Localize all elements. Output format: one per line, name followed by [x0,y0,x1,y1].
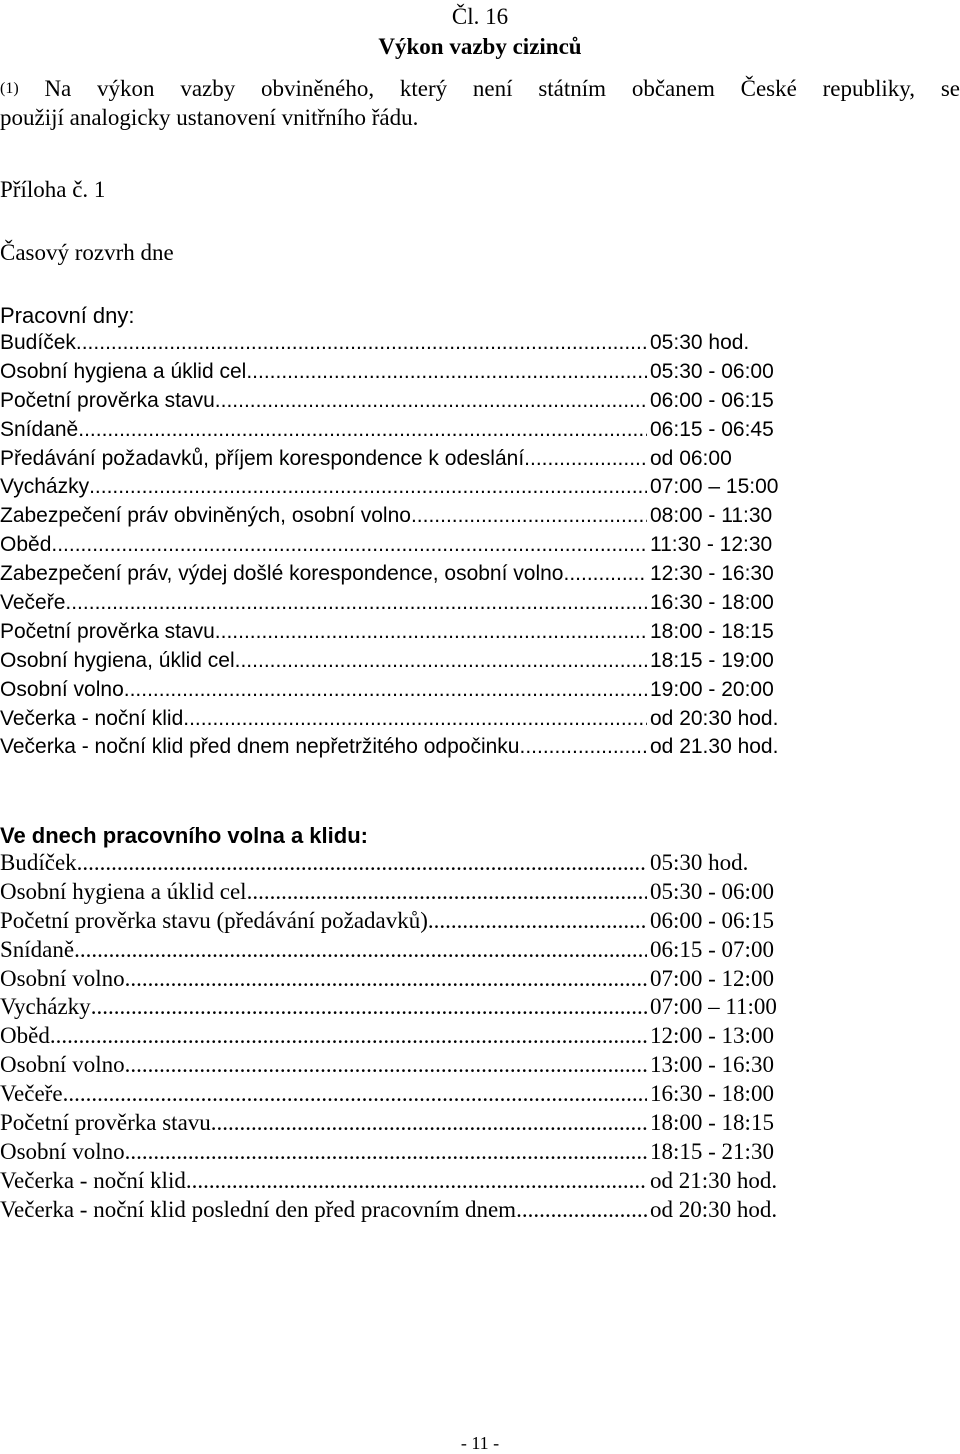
article-number: Čl. 16 [451,4,509,29]
schedule-row [0,1110,800,1139]
paragraph-number: (1) [0,80,19,97]
activity-label: Předávání požadavků, příjem korespondence k odeslání [0,446,525,470]
dot-leader [183,707,647,731]
dot-leader [246,360,647,384]
activity-time: 05:30 - 06:00 [650,359,774,383]
dot-leader [186,1168,647,1194]
activity-label: Večerka - noční klid [0,706,184,730]
schedule-row [0,533,800,562]
activity-time: 06:00 - 06:15 [650,907,774,933]
activity-time: 18:00 - 18:15 [650,619,774,643]
schedule-row [0,360,800,389]
activity-time: 07:00 - 12:00 [650,965,774,991]
schedule-row [0,966,800,995]
activity-label: Oběd [0,1023,50,1049]
dot-leader [78,418,647,442]
activity-time: 12:00 - 13:00 [650,1023,774,1049]
activity-label: Zabezpečení práv obviněných, osobní volno [0,504,411,528]
paragraph-word: obviněného, [261,76,375,101]
activity-time: 12:30 - 16:30 [650,562,774,586]
article-title: Výkon vazby cizinců [378,34,582,59]
activity-label: Osobní volno [0,965,125,991]
activity-label: Osobní volno [0,677,124,701]
schedule-row [0,591,800,620]
activity-label: Početní prověrka stavu (předávání požadavků) [0,907,428,933]
activity-label: Večerka - noční klid [0,1167,186,1193]
schedule-row [0,447,800,476]
activity-label: Budíček [0,850,77,875]
dot-leader [235,649,647,673]
paragraph-1-line-2: použijí analogicky ustanovení vnitřního řádu. [0,105,419,130]
activity-time: 13:00 - 16:30 [650,1052,774,1078]
activity-label: Večerka - noční klid poslední den před pracovním dnem [0,1196,517,1222]
schedule-row [0,504,800,533]
activity-time: od 21.30 hod. [650,735,779,759]
activity-time: od 21:30 hod. [650,1167,778,1193]
schedule-row [0,1023,800,1052]
activity-time: 08:00 - 11:30 [650,504,773,528]
appendix-label: Příloha č. 1 [0,177,106,202]
activity-time: od 20:30 hod. [650,1196,778,1222]
schedule-row [0,735,800,764]
dot-leader [211,1110,647,1136]
schedule-row [0,620,800,649]
activity-label: Snídaně [0,936,75,962]
activity-time: 06:15 - 07:00 [650,936,774,962]
dot-leader [125,1052,647,1078]
dot-leader [516,1197,647,1223]
paragraph-word: republiky, [822,76,916,101]
activity-time: 11:30 - 12:30 [650,533,773,557]
paragraph-word: se [940,76,960,101]
dot-leader [50,1023,647,1049]
activity-time: 05:30 hod. [650,331,750,354]
activity-time: 06:15 - 06:45 [650,417,774,441]
schedule-row [0,678,800,707]
paragraph-1 [0,74,960,132]
schedule-row [0,389,800,418]
schedule-title: Časový rozvrh dne [0,240,174,265]
activity-time: od 20:30 hod. [650,706,779,730]
dot-leader [51,533,647,557]
paragraph-word: občanem [631,76,715,101]
activity-time: 06:00 - 06:15 [650,388,774,412]
paragraph-word: Na [44,76,72,101]
activity-label: Početní prověrka stavu [0,1110,211,1136]
dot-leader [563,562,647,586]
activity-label: Budíček [0,331,76,354]
dot-leader [125,1139,647,1165]
activity-label: Osobní volno [0,1052,125,1078]
dot-leader [124,678,647,702]
schedule-row [0,850,800,879]
schedule-row [0,649,800,678]
activity-label: Zabezpečení práv, výdej došlé korespondence, osobní volno [0,562,564,586]
dot-leader [65,591,647,615]
activity-label: Vycházky [0,994,91,1020]
activity-label: Večerka - noční klid před dnem nepřetržitého odpočinku [0,735,520,759]
schedule-row [0,331,800,360]
activity-label: Oběd [0,533,52,557]
activity-time: od 06:00 [650,446,732,470]
page-number: - 11 - [460,1433,500,1453]
dot-leader [63,1081,647,1107]
activity-label: Osobní hygiena a úklid cel [0,359,247,383]
activity-time: 18:15 - 19:00 [650,648,774,672]
schedule-row [0,1168,800,1197]
activity-time: 19:00 - 20:00 [650,677,774,701]
activity-time: 07:00 – 15:00 [650,475,779,499]
paragraph-word: státním [538,76,607,101]
paragraph-word: který [399,76,448,101]
schedule-row [0,1197,800,1226]
paragraph-word: výkon [97,76,155,101]
activity-label: Početní prověrka stavu [0,388,215,412]
schedule-row [0,1052,800,1081]
activity-time: 18:00 - 18:15 [650,1110,774,1136]
workdays-heading: Pracovní dny: [0,303,135,328]
activity-label: Večeře [0,591,66,615]
activity-time: 16:30 - 18:00 [650,1081,774,1107]
dot-leader [77,850,647,876]
schedule-row [0,475,800,504]
dot-leader [428,908,647,934]
activity-time: 07:00 – 11:00 [650,994,777,1020]
dot-leader [76,331,647,355]
dot-leader [247,879,647,905]
holidays-heading: Ve dnech pracovního volna a klidu: [0,823,368,848]
activity-label: Osobní hygiena, úklid cel [0,648,235,672]
schedule-row [0,879,800,908]
dot-leader [125,966,647,992]
workdays-schedule [0,331,800,764]
dot-leader [215,389,647,413]
schedule-row [0,994,800,1023]
activity-label: Osobní hygiena a úklid cel [0,878,247,904]
activity-time: 18:15 - 21:30 [650,1138,774,1164]
schedule-row [0,562,800,591]
schedule-row [0,1139,800,1168]
activity-label: Večeře [0,1081,63,1107]
paragraph-1-line-1 [0,74,960,103]
activity-label: Osobní volno [0,1138,125,1164]
activity-time: 05:30 - 06:00 [650,878,774,904]
schedule-row [0,908,800,937]
paragraph-word: není [472,76,513,101]
dot-leader [519,735,647,759]
dot-leader [524,447,647,471]
paragraph-word: České [740,76,797,101]
paragraph-word: vazby [180,76,236,101]
activity-label: Vycházky [0,475,90,499]
dot-leader [74,937,647,963]
schedule-row [0,1081,800,1110]
dot-leader [215,620,647,644]
holidays-schedule [0,850,800,1226]
activity-time: 16:30 - 18:00 [650,591,774,615]
activity-label: Početní prověrka stavu [0,619,215,643]
schedule-row [0,937,800,966]
activity-time: 05:30 hod. [650,850,749,875]
schedule-row [0,707,800,736]
dot-leader [411,504,647,528]
dot-leader [91,994,647,1020]
dot-leader [89,475,647,499]
schedule-row [0,418,800,447]
activity-label: Snídaně [0,417,79,441]
